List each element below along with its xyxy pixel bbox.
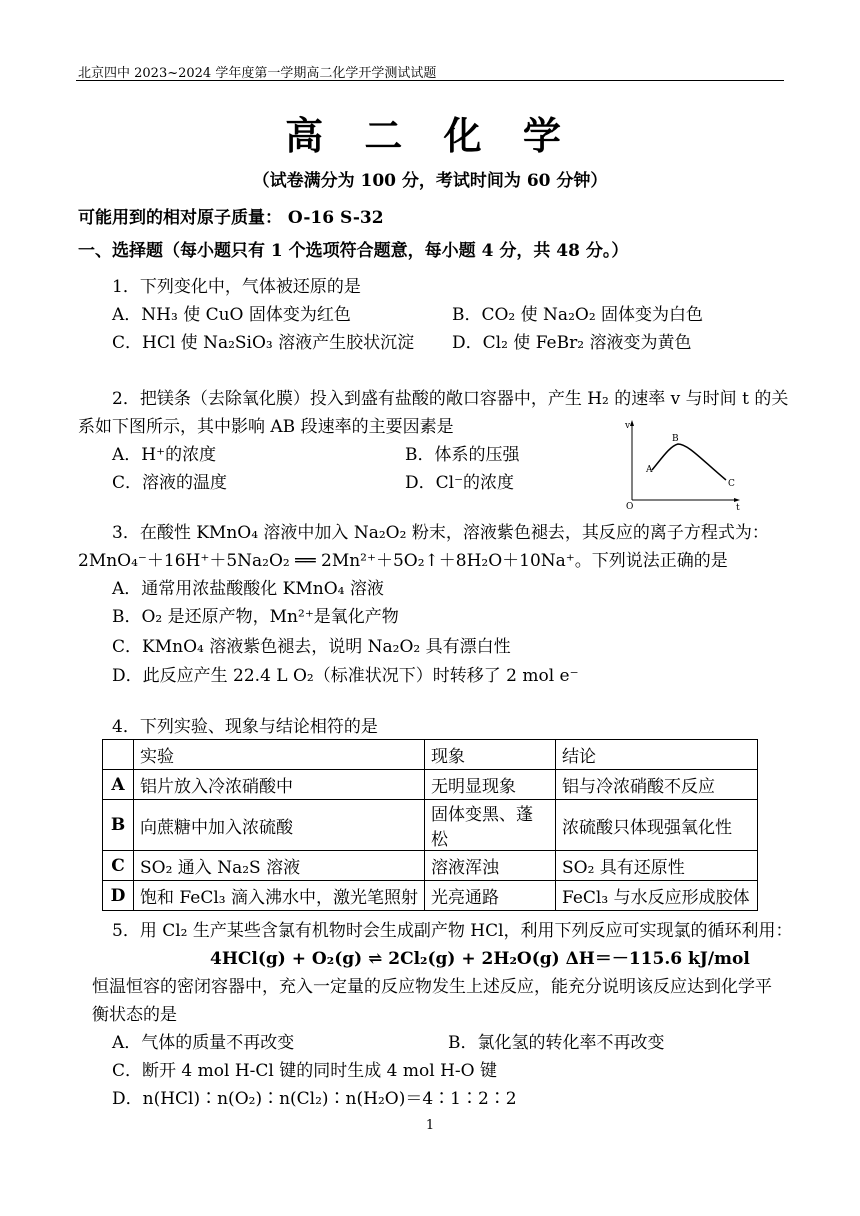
q5-option-d: D．n(HCl)∶n(O₂)∶n(Cl₂)∶n(H₂O)＝4∶1∶2∶2 (112, 1089, 517, 1109)
q2-option-b: B．体系的压强 (405, 445, 520, 465)
table-cell: 浓硫酸只体现强氧化性 (556, 800, 758, 851)
table-cell: 铝片放入冷浓硝酸中 (134, 770, 425, 800)
q3-equation: 2MnO₄⁻＋16H⁺＋5Na₂O₂ ══ 2Mn²⁺＋5O₂↑＋8H₂O＋10Na⁺。下列说法正确的是 (78, 551, 728, 571)
q5-equation: 4HCl(g) + O₂(g) ⇌ 2Cl₂(g) + 2H₂O(g) ΔH＝－115.6 kJ/mol (210, 949, 750, 969)
table-cell: 固体变黑、蓬松 (425, 800, 556, 851)
q2-option-d: D．Cl⁻的浓度 (405, 473, 515, 493)
q3-option-b: B．O₂ 是还原产物，Mn²⁺是氧化产物 (112, 607, 399, 627)
page-header: 北京四中 2023~2024 学年度第一学期高二化学开学测试试题 (78, 66, 437, 81)
table-cell: B (103, 800, 134, 851)
table-cell: SO₂ 具有还原性 (556, 851, 758, 881)
page-title: 高 二 化 学 (285, 113, 575, 158)
table-cell: 光亮通路 (425, 881, 556, 911)
table-header-cell: 现象 (425, 740, 556, 770)
q5-stem-line1: 5．用 Cl₂ 生产某些含氯有机物时会生成副产物 HCl，利用下列反应可实现氯的循环利用： (112, 921, 793, 941)
table-row (103, 881, 758, 911)
table-row (103, 851, 758, 881)
table-header-cell: 实验 (134, 740, 425, 770)
q2-stem-line2: 系如下图所示，其中影响 AB 段速率的主要因素是 (78, 417, 454, 437)
table-cell: C (103, 851, 134, 881)
exam-info: （试卷满分为 100 分，考试时间为 60 分钟） (252, 171, 608, 191)
header-rule (76, 80, 784, 81)
q1-option-a: A．NH₃ 使 CuO 固体变为红色 (112, 305, 351, 325)
section-heading: 一、选择题（每小题只有 1 个选项符合题意，每小题 4 分，共 48 分。） (78, 241, 629, 261)
q4-table (102, 739, 758, 911)
q3-option-a: A．通常用浓盐酸酸化 KMnO₄ 溶液 (112, 579, 384, 599)
q5-option-a: A．气体的质量不再改变 (112, 1033, 295, 1053)
q2-option-c: C．溶液的温度 (112, 473, 228, 493)
point-b-label: B (672, 434, 679, 444)
point-c-label: C (728, 479, 735, 489)
rate-time-graph (622, 418, 742, 510)
atomic-masses: 可能用到的相对原子质量： O-16 S-32 (78, 208, 384, 228)
x-axis-label: t (736, 503, 740, 510)
q2-option-a: A．H⁺的浓度 (112, 445, 217, 465)
table-cell: FeCl₃ 与水反应形成胶体 (556, 881, 758, 911)
q5-stem-line2: 恒温恒容的密闭容器中，充入一定量的反应物发生上述反应，能充分说明该反应达到化学平 (92, 977, 772, 997)
q1-option-c: C．HCl 使 Na₂SiO₃ 溶液产生胶状沉淀 (112, 333, 415, 353)
q5-stem-line3: 衡状态的是 (92, 1005, 177, 1025)
table-row (103, 800, 758, 851)
q4-stem: 4．下列实验、现象与结论相符的是 (112, 717, 378, 737)
table-cell: 向蔗糖中加入浓硫酸 (134, 800, 425, 851)
point-a-label: A (646, 465, 653, 475)
page-number: 1 (425, 1118, 435, 1133)
table-cell: 无明显现象 (425, 770, 556, 800)
table-cell: A (103, 770, 134, 800)
q3-option-c: C．KMnO₄ 溶液紫色褪去，说明 Na₂O₂ 具有漂白性 (112, 637, 511, 657)
q5-option-c: C．断开 4 mol H-Cl 键的同时生成 4 mol H-O 键 (112, 1061, 497, 1081)
q1-stem: 1．下列变化中，气体被还原的是 (112, 277, 361, 297)
y-axis-arrow (630, 420, 634, 426)
table-cell: 铝与冷浓硝酸不反应 (556, 770, 758, 800)
table-cell: SO₂ 通入 Na₂S 溶液 (134, 851, 425, 881)
table-header-cell (103, 740, 134, 770)
origin-label: O (626, 502, 634, 510)
q1-option-b: B．CO₂ 使 Na₂O₂ 固体变为白色 (452, 305, 704, 325)
x-axis-arrow (734, 498, 740, 502)
table-cell: 饱和 FeCl₃ 滴入沸水中，激光笔照射 (134, 881, 425, 911)
rate-curve (652, 444, 726, 480)
y-axis-label: v (625, 421, 631, 431)
table-row (103, 770, 758, 800)
q5-option-b: B．氯化氢的转化率不再改变 (448, 1033, 665, 1053)
q3-stem-line1: 3．在酸性 KMnO₄ 溶液中加入 Na₂O₂ 粉末，溶液紫色褪去，其反应的离子方程式为： (112, 523, 769, 543)
table-header-cell: 结论 (556, 740, 758, 770)
q2-stem-line1: 2．把镁条（去除氧化膜）投入到盛有盐酸的敞口容器中，产生 H₂ 的速率 v 与时间 t 的关 (112, 389, 789, 409)
table-header-row (103, 740, 758, 770)
q1-option-d: D．Cl₂ 使 FeBr₂ 溶液变为黄色 (452, 333, 692, 353)
q3-option-d: D．此反应产生 22.4 L O₂（标准状况下）时转移了 2 mol e⁻ (112, 666, 579, 686)
table-cell: D (103, 881, 134, 911)
table-cell: 溶液浑浊 (425, 851, 556, 881)
